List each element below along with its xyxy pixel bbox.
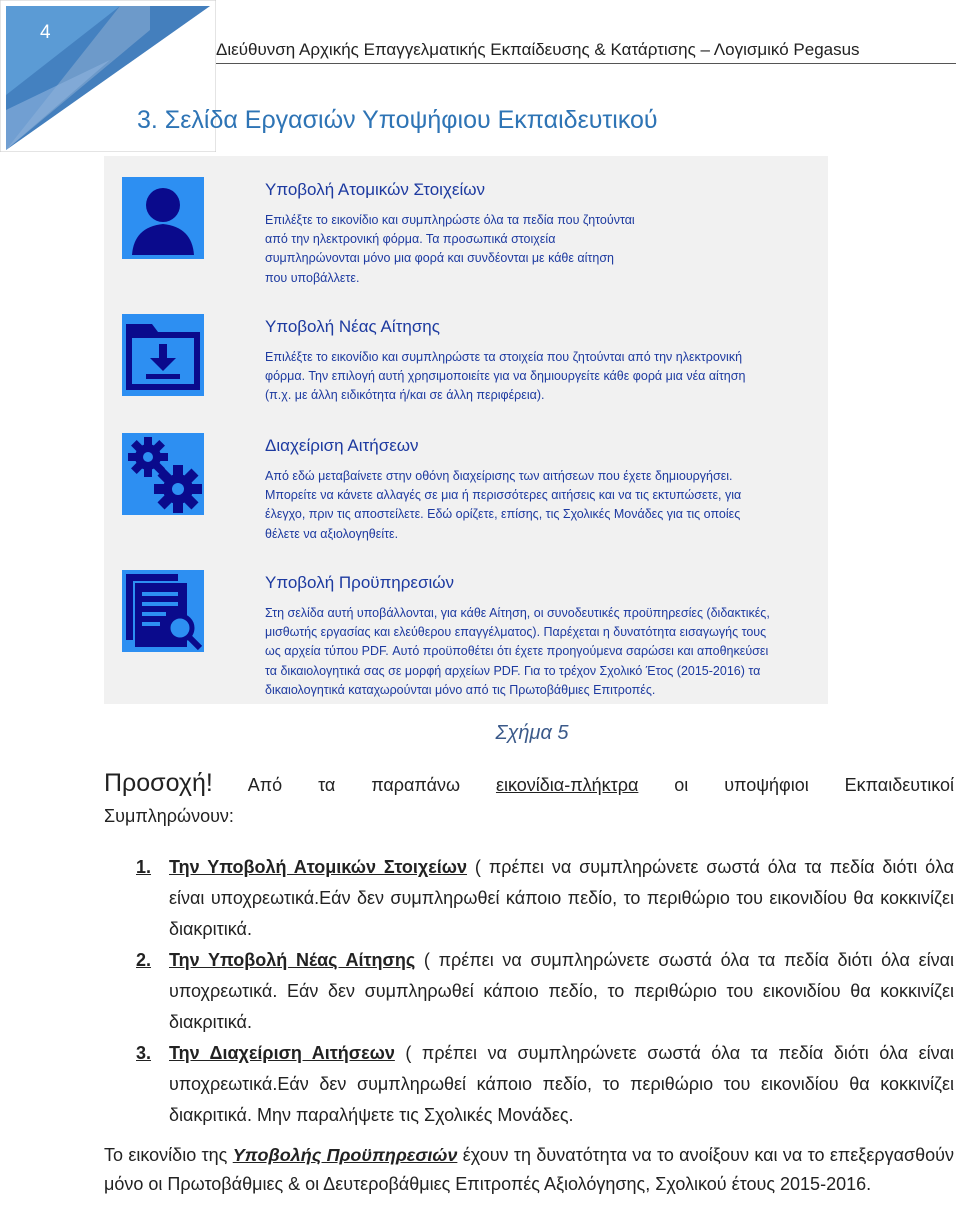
list-item: 3. Την Διαχείριση Αιτήσεων ( πρέπει να συμπληρώνετε σωστά όλα τα πεδία διότι όλα είναι υποχρεωτικά.Εάν δεν συμπληρωθεί κάποιο πεδίο, το περιθώριο του εικονιδίου θα κοκκινίζει διακριτικά. Μην παραλήψετε τις Σχολικές Μονάδες. bbox=[136, 1043, 954, 1125]
final-paragraph: Το εικονίδιο της Υποβολής Προϋπηρεσιών έχουν τη δυνατότητα να το ανοίξουν και να το επεξεργασθούν μόνο οι Πρωτοβάθμιες & οι Δευτεροβάθμιες Επιτροπές Αξιολόγησης, Σχολικού έτους 2015-2016. bbox=[104, 1145, 955, 1194]
running-header: Διεύθυνση Αρχικής Επαγγελματικής Εκπαίδευσης & Κατάρτισης – Λογισμικό Pegasus bbox=[216, 40, 860, 59]
figure-item-title: Υποβολή Προϋπηρεσιών bbox=[265, 573, 455, 592]
figure-panel bbox=[104, 156, 828, 704]
list-item: 2. Την Υποβολή Νέας Αίτησης ( πρέπει να συμπληρώνετε σωστά όλα τα πεδία διότι όλα είναι υποχρεωτικά. Εάν δεν συμπληρωθεί κάποιο πεδίο, το περιθώριο του εικονιδίου θα κοκκινίζει διακριτικά. bbox=[136, 950, 955, 1032]
section-title: 3. Σελίδα Εργασιών Υποψήφιου Εκπαιδευτικού bbox=[137, 106, 658, 134]
figure-item-title: Υποβολή Ατομικών Στοιχείων bbox=[265, 180, 486, 199]
prior-service-reference: Υποβολής Προϋπηρεσιών bbox=[232, 1145, 458, 1165]
figure-item-description: Στη σελίδα αυτή υποβάλλονται, για κάθε Αίτηση, οι συνοδευτικές προϋπηρεσίες (διδακτικές, μισθωτής εργασίας και ελεύθερου επαγγέλματος). Παρέχεται η δυνατότητα εισαγωγής τους ως αρχεία τύπου PDF. Αυτό προϋποθέτει ότι έχετε προηγούμενα σαρώσει και αποθηκεύσει τα δικαιολογητικά σας σε μορφή αρχείων PDF. Για το τρέχον Σχολικό Έτος (2015-2016) τα δικαιολογητικά καταχωρούνται μόνο από τις Πρωτοβάθμιες Επιτροπές. bbox=[265, 606, 770, 697]
attention-line-2: Συμπληρώνουν: bbox=[104, 806, 234, 826]
header-rule bbox=[216, 63, 956, 64]
icon-buttons-link: εικονίδια-πλήκτρα bbox=[495, 775, 639, 795]
page-number: 4 bbox=[40, 22, 51, 43]
figure-item-title: Διαχείριση Αιτήσεων bbox=[265, 436, 419, 455]
document-search-icon[interactable] bbox=[122, 570, 204, 652]
figure-item-description: Επιλέξτε το εικονίδιο και συμπληρώστε τα στοιχεία που ζητούνται από την ηλεκτρονική φόρμα. Την επιλογή αυτή χρησιμοποιείτε για να δημιουργείτε κάθε φορά μια νέα αίτηση (π.χ. με άλλη ειδικότητα ή/και σε άλλη περιφέρεια). bbox=[265, 350, 746, 403]
figure-item-description: Επιλέξτε το εικονίδιο και συμπληρώστε όλα τα πεδία που ζητούνται από την ηλεκτρονική φόρμα. Τα προσωπικά στοιχεία συμπληρώνονται μόνο μια φορά και συνδέονται με κάθε αίτηση που υποβάλλετε. bbox=[265, 213, 635, 285]
figure-item-description: Από εδώ μεταβαίνετε στην οθόνη διαχείρισης των αιτήσεων που έχετε δημιουργήσει. Μπορείτε να κάνετε αλλαγές σε μια ή περισσότερες αιτήσεις και να τις εκτυπώσετε, για έλεγχο, πριν τις αποστείλετε. Εδώ ορίζετε, επίσης, τις Σχολικές Μονάδες για τις οποίες θέλετε να αξιολογηθείτε. bbox=[265, 469, 742, 541]
attention-word: Προσοχή! bbox=[104, 769, 213, 797]
figure-caption: Σχήμα 5 bbox=[495, 722, 569, 744]
user-icon[interactable] bbox=[122, 177, 204, 259]
requirements-list bbox=[104, 852, 954, 1131]
list-item: 1. Την Υποβολή Ατομικών Στοιχείων ( πρέπει να συμπληρώνετε σωστά όλα τα πεδία διότι όλα είναι υποχρεωτικά.Εάν δεν συμπληρωθεί κάποιο πεδίο, το περιθώριο του εικονιδίου θα κοκκινίζει διακριτικά. bbox=[136, 857, 954, 939]
attention-paragraph: Προσοχή! Από τα παραπάνω εικονίδια-πλήκτρα οι υποψήφιοι Εκπαιδευτικοί bbox=[104, 769, 954, 797]
gears-icon[interactable] bbox=[122, 433, 204, 515]
folder-download-icon[interactable] bbox=[122, 314, 204, 396]
figure-item-title: Υποβολή Νέας Αίτησης bbox=[265, 317, 440, 336]
